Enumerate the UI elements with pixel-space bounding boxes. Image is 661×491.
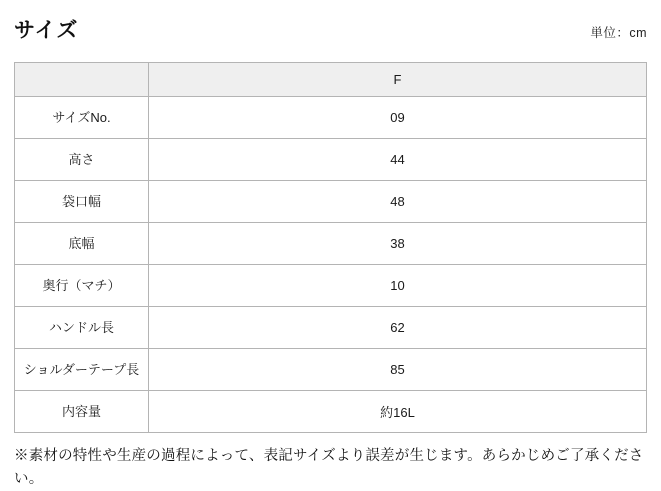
row-value: 85 [149, 349, 647, 391]
table-row [15, 223, 647, 265]
row-label: 袋口幅 [15, 181, 149, 223]
table-header-row [15, 63, 647, 97]
row-value: 09 [149, 97, 647, 139]
table-row [15, 139, 647, 181]
table-row [15, 391, 647, 433]
row-label: ハンドル長 [15, 307, 149, 349]
row-value: 10 [149, 265, 647, 307]
row-label: サイズNo. [15, 97, 149, 139]
row-value: 約16L [149, 391, 647, 433]
row-label: 底幅 [15, 223, 149, 265]
row-label: 奥行（マチ） [15, 265, 149, 307]
row-value: 44 [149, 139, 647, 181]
table-header-size-f: F [149, 63, 647, 97]
table-row [15, 307, 647, 349]
row-label: ショルダーテープ長 [15, 349, 149, 391]
size-table [14, 62, 647, 433]
table-row [15, 97, 647, 139]
row-value: 48 [149, 181, 647, 223]
page-title: サイズ [14, 19, 79, 42]
page-header [14, 0, 647, 54]
table-head [15, 63, 647, 97]
table-row [15, 265, 647, 307]
row-label: 高さ [15, 139, 149, 181]
table-row [15, 181, 647, 223]
row-value: 62 [149, 307, 647, 349]
row-value: 38 [149, 223, 647, 265]
table-body [15, 97, 647, 433]
table-row [15, 349, 647, 391]
unit-label: 単位：cm [590, 26, 647, 40]
table-header-label [15, 63, 149, 97]
disclaimer-note: ※素材の特性や生産の過程によって、表記サイズより誤差が生じます。あらかじめご了承ください。 [14, 448, 644, 488]
row-label: 内容量 [15, 391, 149, 433]
